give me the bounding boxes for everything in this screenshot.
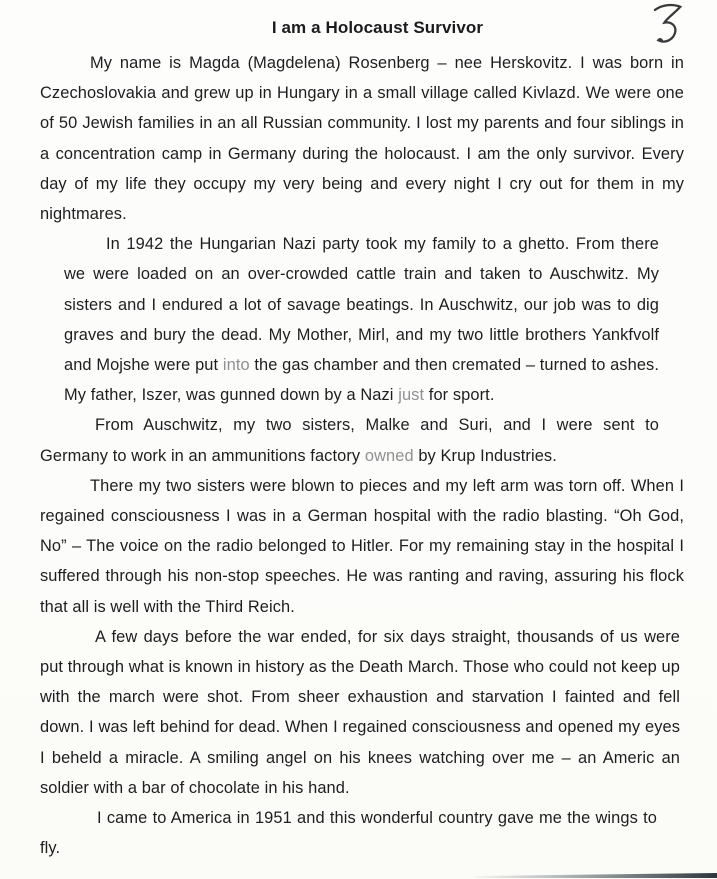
document-title: I am a Holocaust Survivor — [271, 18, 484, 37]
scan-edge-artifact — [469, 873, 717, 878]
paragraph-1: My name is Magda (Magdelena) Rosenberg – nee Herskovitz. I was born in Czechoslovakia and grew up in Hungary in a small village called Kivlazd. We were one of 50 Jewish families in an all Russian community. I lost my parents and four siblings in a concentration camp in Germany during the holocaust. I am the only survivor. Every day of my life they occupy my very being and every night I cry out for them in my nightmares. — [40, 54, 684, 224]
paragraph-3: From Auschwitz, my two sisters, Malke and Suri, and I were sent to Germany to work in an ammunitions factory owned by Krup Industries. — [40, 416, 659, 465]
paragraph-5: A few days before the war ended, for six days straight, thousands of us were put through what is known in history as the Death March. Those who could not keep up with the march were shot. From sheer exhaustion and starvation I fainted and fell down. I was left behind for dead. When I regained consciousness and opened my eyes I beheld a miracle. A smiling angel on his knees watching over me – an Americ an soldier with a bar of chocolate in his hand. — [40, 627, 680, 797]
paragraph-6: I came to America in 1951 and this wonderful country gave me the wings to fly. — [40, 809, 657, 858]
paragraph-4: There my two sisters were blown to pieces and my left arm was torn off. When I regained consciousness I was in a German hospital with the radio blasting. “Oh God, No” – The voice on the radio belonged to Hitler. For my remaining stay in the hospital I suffered through his non-stop speeches. He was ranting and raving, assuring his flock that all is well with the Third Reich. — [40, 476, 684, 616]
paragraph-2: In 1942 the Hungarian Nazi party took my family to a ghetto. From there we were loaded on an over-crowded cattle train and taken to Auschwitz. My sisters and I endured a lot of savage beatings. In Auschwitz, our job was to dig graves and bury the dead. My Mother, Mirl, and my two little brothers Yankfvolf and Mojshe were put into the gas chamber and then cremated – turned to ashes. My father, Iszer, was gunned down by a Nazi just for sport. — [64, 235, 659, 405]
